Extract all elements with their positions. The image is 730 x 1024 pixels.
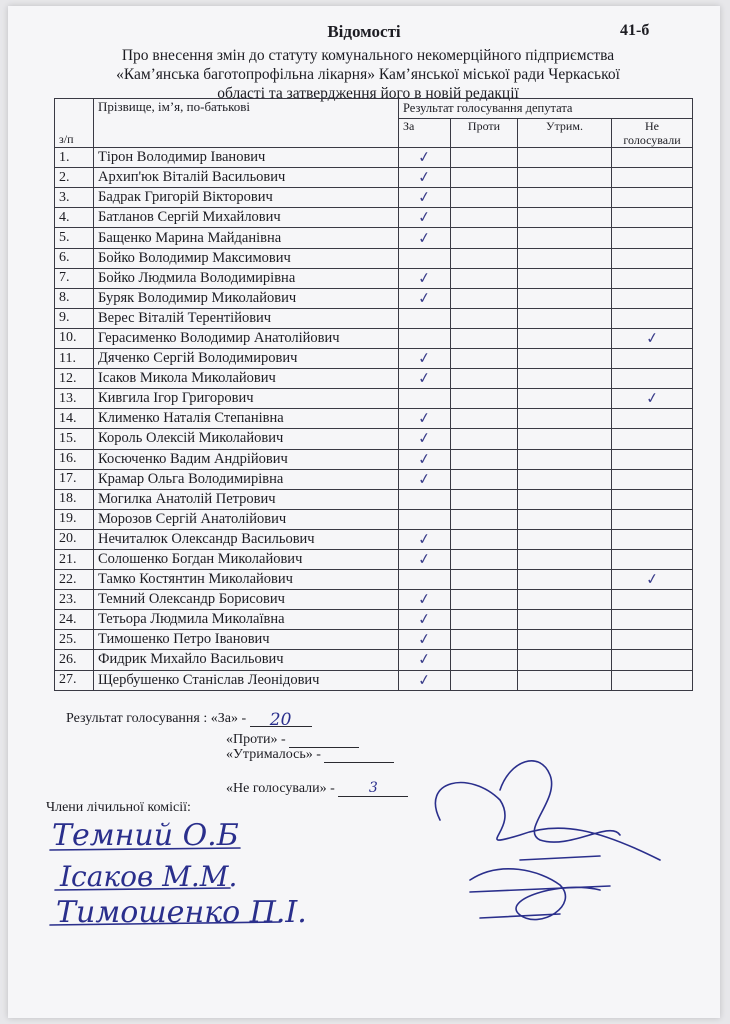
check-mark-icon: ✓ [417, 589, 432, 609]
commission-member-signature: Темний О.Б [52, 818, 239, 853]
row-name: Тамко Костянтин Миколайович [94, 570, 399, 590]
check-mark-icon: ✓ [417, 207, 432, 228]
row-number: 11. [55, 349, 94, 369]
check-mark-icon: ✓ [644, 328, 660, 348]
row-number: 2. [55, 168, 94, 188]
check-mark-icon: ✓ [417, 368, 432, 388]
row-name: Бойко Володимир Максимович [94, 248, 399, 268]
check-mark-icon: ✓ [417, 408, 432, 429]
row-name: Фидрик Михайло Васильович [94, 650, 399, 670]
row-number: 21. [55, 549, 94, 569]
row-number: 27. [55, 670, 94, 690]
commission-member-signature: Тимошенко П.І. [56, 895, 307, 930]
row-name: Могилка Анатолій Петрович [94, 489, 399, 509]
row-number: 22. [55, 570, 94, 590]
check-mark-icon: ✓ [417, 167, 432, 188]
row-name: Буряк Володимир Миколайович [94, 288, 399, 308]
row-name: Тимошенко Петро Іванович [94, 630, 399, 650]
header-name: Прізвище, ім’я, по-батькові [94, 99, 399, 148]
check-mark-icon: ✓ [417, 468, 432, 489]
row-number: 5. [55, 228, 94, 248]
commission-member-signature: Ісаков М.М. [60, 860, 238, 893]
check-mark-icon: ✓ [417, 288, 432, 308]
row-name: Герасименко Володимир Анатолійович [94, 328, 399, 348]
row-number: 4. [55, 208, 94, 228]
commission-label: Члени лічильної комісії: [46, 800, 191, 815]
row-number: 6. [55, 248, 94, 268]
row-name: Нечиталюк Олександр Васильович [94, 529, 399, 549]
row-name: Тірон Володимир Іванович [94, 148, 399, 168]
row-name: Дяченко Сергій Володимирович [94, 349, 399, 369]
row-name: Крамар Ольга Володимирівна [94, 469, 399, 489]
check-mark-icon: ✓ [417, 629, 432, 650]
row-number: 7. [55, 268, 94, 288]
for-label: «За» - [210, 711, 247, 726]
row-number: 1. [55, 148, 94, 168]
row-number: 24. [55, 610, 94, 630]
row-name: Бащенко Марина Майданівна [94, 228, 399, 248]
row-name: Король Олексій Миколайович [94, 429, 399, 449]
row-name: Бадрак Григорій Вікторович [94, 188, 399, 208]
row-number: 10. [55, 328, 94, 348]
check-mark-icon: ✓ [644, 388, 660, 409]
subtitle-line: області та затвердження його в новій редакції [217, 85, 519, 102]
row-name: Архип'юк Віталій Васильович [94, 168, 399, 188]
header-number: з/п [55, 99, 94, 148]
row-name: Кивгила Ігор Григорович [94, 389, 399, 409]
row-name: Щербушенко Станіслав Леонідович [94, 670, 399, 690]
check-mark-icon: ✓ [417, 649, 432, 670]
row-number: 19. [55, 509, 94, 529]
against-label: «Проти» - [226, 732, 286, 747]
document-title: Відомості [327, 22, 401, 41]
row-name: Морозов Сергій Анатолійович [94, 509, 399, 529]
row-name: Ісаков Микола Миколайович [94, 369, 399, 389]
check-mark-icon: ✓ [417, 147, 432, 167]
subtitle-line: «Кам’янська баготопрофільна лікарня» Кам’янської міської ради Черкаської [116, 66, 620, 83]
header-result: Результат голосування депутата [399, 99, 693, 119]
novote-label: «Не голосували» - [226, 781, 335, 796]
row-number: 15. [55, 429, 94, 449]
row-number: 16. [55, 449, 94, 469]
check-mark-icon: ✓ [417, 348, 432, 368]
row-number: 8. [55, 288, 94, 308]
check-mark-icon: ✓ [644, 569, 660, 589]
header-against: Проти [451, 119, 518, 148]
row-number: 3. [55, 188, 94, 208]
row-number: 14. [55, 409, 94, 429]
header-for: За [399, 119, 451, 148]
row-name: Клименко Наталія Степанівна [94, 409, 399, 429]
check-mark-icon: ✓ [417, 549, 432, 569]
check-mark-icon: ✓ [417, 187, 432, 208]
row-number: 17. [55, 469, 94, 489]
row-name: Бойко Людмила Володимирівна [94, 268, 399, 288]
header-abstain: Утрим. [518, 119, 612, 148]
check-mark-icon: ✓ [417, 227, 432, 248]
row-number: 25. [55, 630, 94, 650]
check-mark-icon: ✓ [417, 428, 432, 449]
check-mark-icon: ✓ [417, 267, 432, 288]
check-mark-icon: ✓ [417, 448, 432, 469]
row-number: 12. [55, 369, 94, 389]
row-number: 9. [55, 308, 94, 328]
row-name: Тетьора Людмила Миколаївна [94, 610, 399, 630]
novote-value: 3 [338, 780, 408, 797]
row-name: Солошенко Богдан Миколайович [94, 549, 399, 569]
row-number: 26. [55, 650, 94, 670]
row-number: 20. [55, 529, 94, 549]
row-name: Батланов Сергій Михайлович [94, 208, 399, 228]
row-name: Косюченко Вадим Андрійович [94, 449, 399, 469]
abstain-label: «Утрималось» - [226, 747, 321, 762]
row-number: 23. [55, 590, 94, 610]
row-name: Верес Віталій Терентійович [94, 308, 399, 328]
check-mark-icon: ✓ [417, 529, 432, 549]
document-number: 41-б [620, 22, 650, 39]
check-mark-icon: ✓ [417, 669, 432, 690]
summary-label: Результат голосування : [66, 711, 208, 726]
check-mark-icon: ✓ [417, 609, 432, 630]
row-number: 13. [55, 389, 94, 409]
row-name: Темний Олександр Борисович [94, 590, 399, 610]
subtitle-line: Про внесення змін до статуту комунального некомерційного підприємства [121, 47, 615, 64]
row-number: 18. [55, 489, 94, 509]
for-value: 20 [250, 710, 312, 727]
header-novote: Не голосували [612, 119, 693, 148]
